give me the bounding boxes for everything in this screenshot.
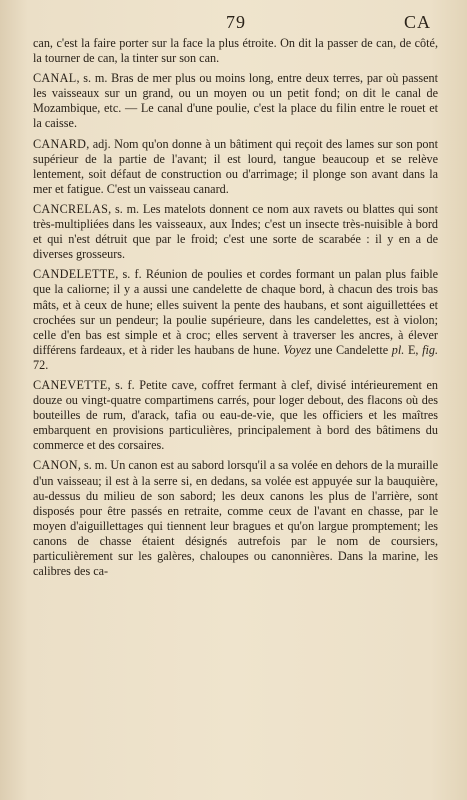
- cross-reference-figure: fig.: [422, 342, 438, 357]
- running-head: CA: [403, 12, 431, 32]
- page-body: [33, 36, 438, 584]
- cross-reference-plate-letter: E,: [404, 342, 423, 357]
- grammar-label: , s. m.: [77, 458, 108, 473]
- page-number: 79: [226, 12, 246, 32]
- headword: CANEVETTE: [33, 377, 108, 392]
- definition-text: Réunion de poulies et cordes formant un palan plus faible que la caliorne; il y a aussi une candelette de chaque bord, à chacun des trois bas mâts, et à ceux de hune; elles suivent la pente des haubans, et sont aiguillettées et crochées sur un pendeur; la poulie supérieure, dans les candelettes, est à violon; celle d'en bas est simple et à croc; elles servent à traverser les ancres, à élever différens fardeaux, et à rider les haubans de hune.: [33, 267, 438, 357]
- grammar-label: , s. f.: [107, 377, 135, 392]
- grammar-label: , s. m.: [108, 201, 140, 216]
- definition-text: Un canon est au sabord lorsqu'il a sa volée en dehors de la muraille d'un vaisseau; il est à la serre si, en dedans, sa volée est appuyée sur la bauquière, au-dessus du milieu de son sabord; les deux canons les plus de l'arrière, sont disposés pour être passés en retraite, comme ceux de l'avant en chasse, par le moyen d'aiguillettages qui tiennent leur bragues et qu'on largue promptement; les canons de chasse étaient désignés autrefois par le nom de coursiers, particulièrement sur les galères, chaloupes ou canonnières. Dans la marine, les calibres des ca-: [33, 458, 438, 579]
- definition-text: Petite cave, coffret fermant à clef, divisé intérieurement en douze ou vingt-quatre compartimens carrés, pour loger debout, des flacons où des bouteilles de rum, d'arack, tafia ou eau-de-vie, que les officiers et les maîtres embarquent en provisions particulières, principalement à bord des bâtimens du commerce et des corsaires.: [33, 377, 438, 453]
- entry-canal: [33, 71, 438, 131]
- headword: CANCRELAS: [33, 201, 109, 216]
- cross-reference-voyez: Voyez: [283, 342, 312, 357]
- entry-candelette: [33, 267, 438, 373]
- headword: CANAL: [33, 71, 77, 86]
- cross-reference-text: une Candelette: [311, 342, 392, 357]
- entry-canard: [33, 137, 438, 197]
- continuation-paragraph: [33, 36, 438, 66]
- headword: CANON: [33, 458, 78, 473]
- grammar-label: , s. m.: [76, 71, 108, 86]
- headword: CANDELETTE: [33, 267, 116, 282]
- grammar-label: , adj.: [86, 136, 111, 151]
- cross-reference-figure-number: 72.: [33, 357, 49, 372]
- continuation-text: can, c'est la faire porter sur la face la plus étroite. On dit la passer de can, de côté, la tourner de can, la tinter sur son can.: [33, 36, 438, 66]
- definition-text: Les matelots donnent ce nom aux ravets ou blattes qui sont très-multipliées dans les vaisseaux, aux Indes; c'est un insecte très-nuisible à bord et qui n'est détruit que par le froid; c'est une sorte de scarabée : il y en a de diverses grosseurs.: [33, 201, 438, 262]
- cross-reference-plate: pl.: [391, 342, 405, 357]
- page-header: [0, 12, 467, 34]
- definition-text: Nom qu'on donne à un bâtiment qui reçoit des lames sur son pont supérieur de la partie de l'avant; il est lourd, tangue beaucoup et se relève lentement, soit défaut de construction ou d'arrimage; il plonge son avant dans la mer et fatigue. C'est un vaisseau canard.: [33, 136, 438, 196]
- definition-text: Bras de mer plus ou moins long, entre deux terres, par où passent les vaisseaux sur un grand, ou un moyen ou un petit fond; on dit le canal de Mozambique, etc. — Le canal d'une poulie, c'est la place du filin entre le rouet et la caisse.: [33, 71, 438, 131]
- entry-canon: [33, 458, 438, 579]
- headword: CANARD: [33, 136, 87, 151]
- entry-canevette: [33, 378, 438, 453]
- entry-cancrelas: [33, 202, 438, 262]
- grammar-label: , s. f.: [115, 267, 142, 282]
